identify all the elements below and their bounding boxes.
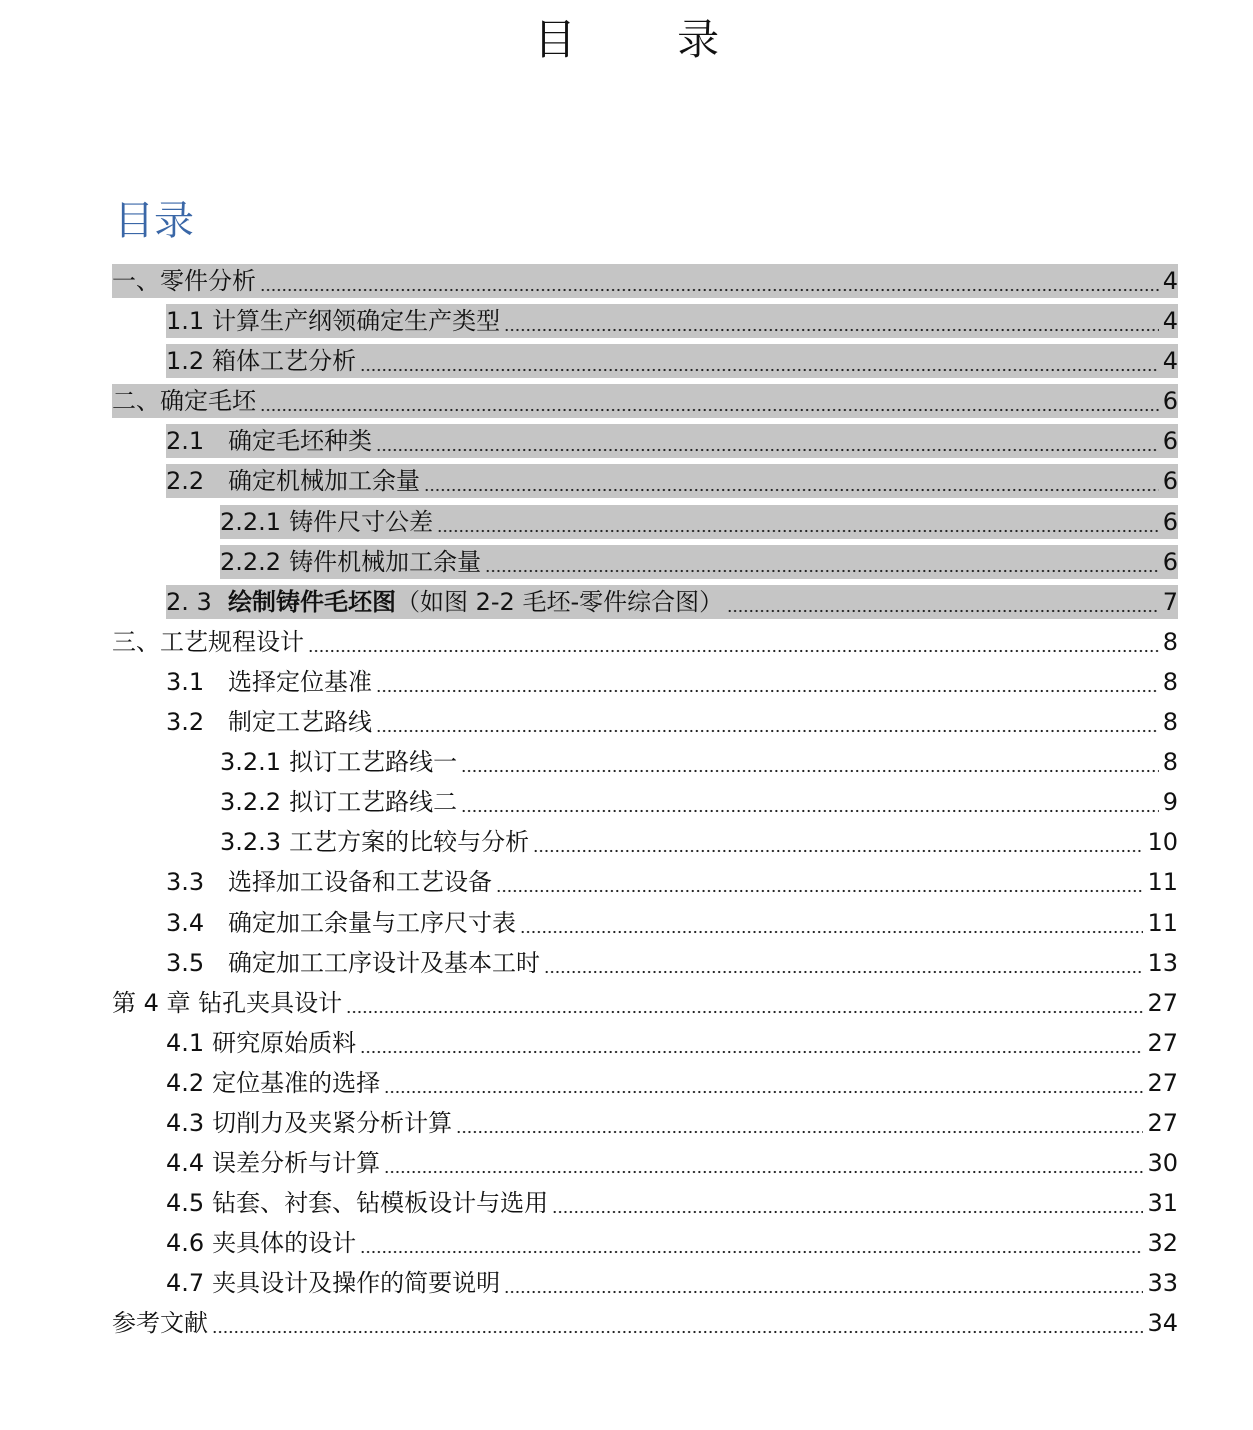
toc-entry-label: 确定毛坯种类 — [228, 427, 372, 456]
toc-entry-label: 一、零件分析 — [112, 267, 256, 295]
toc-entry-text — [220, 505, 433, 539]
toc-entry-link[interactable] — [112, 1306, 1178, 1340]
toc-entry[interactable] — [112, 823, 1178, 863]
toc-entry-text — [166, 464, 420, 498]
toc-entry-text — [166, 424, 372, 458]
toc-entry-label-bold: 绘制铸件毛坯图 — [228, 587, 396, 616]
dot-leader — [212, 1306, 1143, 1340]
toc-entry[interactable] — [112, 583, 1178, 623]
dot-leader — [456, 1106, 1143, 1140]
toc-entry-text — [166, 344, 356, 378]
toc-entry-label: 第 4 章 钻孔夹具设计 — [112, 988, 343, 1017]
toc-page-number: 8 — [1162, 627, 1178, 656]
toc-entry[interactable] — [112, 623, 1178, 663]
toc-entry[interactable] — [112, 1224, 1178, 1264]
dot-leader — [544, 946, 1143, 980]
toc-page-number: 33 — [1147, 1269, 1178, 1298]
dot-leader — [260, 384, 1159, 418]
toc-entry-number: 4.2 — [166, 1068, 205, 1097]
toc-entry-link[interactable] — [166, 1146, 1178, 1180]
toc-page-number: 31 — [1147, 1189, 1178, 1218]
toc-entry-text — [166, 1026, 356, 1060]
toc-entry-text — [166, 865, 492, 899]
toc-page-number: 4 — [1162, 307, 1178, 336]
toc-page-number: 4 — [1162, 267, 1178, 295]
toc-entry-link[interactable] — [166, 1106, 1178, 1140]
toc-entry-link[interactable] — [166, 1266, 1178, 1300]
toc-entry-link[interactable] — [166, 464, 1178, 498]
toc-page-number: 7 — [1162, 587, 1178, 616]
toc-entry-number: 1.2 — [166, 347, 205, 376]
toc-entry-link[interactable] — [166, 946, 1178, 980]
toc-entry-link[interactable] — [112, 986, 1178, 1020]
toc-page-number: 27 — [1147, 1068, 1178, 1097]
toc-entry-link[interactable] — [112, 264, 1178, 298]
toc-page-number: 6 — [1162, 547, 1178, 576]
toc-entry-number: 3.2 — [166, 708, 205, 737]
toc-entry[interactable] — [112, 1024, 1178, 1064]
dot-leader — [376, 665, 1159, 699]
toc-entry[interactable] — [112, 342, 1178, 382]
toc-entry-text — [166, 705, 372, 739]
toc-entry-label: 钻套、衬套、钻模板设计与选用 — [212, 1189, 549, 1218]
toc-entry-number: 4.3 — [166, 1108, 205, 1137]
toc-entry-label: 拟订工艺路线一 — [289, 748, 458, 777]
toc-page-number: 27 — [1147, 1108, 1178, 1137]
toc-entry-label: 确定加工余量与工序尺寸表 — [228, 908, 516, 937]
toc-entry-link[interactable] — [166, 304, 1178, 338]
toc-entry-text — [112, 384, 256, 418]
toc-entry[interactable] — [112, 462, 1178, 502]
toc-entry-text — [112, 986, 342, 1020]
toc-entry-text — [166, 1266, 500, 1300]
toc-entry[interactable] — [112, 422, 1178, 462]
dot-leader — [360, 1226, 1143, 1260]
toc-entry-number: 3.2.2 — [220, 788, 282, 817]
toc-entry-text — [166, 665, 372, 699]
toc-entry-number: 2.1 — [166, 427, 205, 456]
toc-entry-number: 4.6 — [166, 1229, 205, 1258]
page-title: 目 录 — [533, 15, 764, 64]
toc-entry-text — [220, 785, 457, 819]
toc-entry-link[interactable] — [166, 705, 1178, 739]
toc-entry-text — [166, 1106, 452, 1140]
toc-entry[interactable] — [112, 1184, 1178, 1224]
toc-entry-link[interactable] — [166, 1026, 1178, 1060]
toc-entry-number: 4.4 — [166, 1149, 205, 1178]
dot-leader — [260, 264, 1159, 298]
toc-entry[interactable] — [112, 863, 1178, 903]
toc-entry-label: 拟订工艺路线二 — [289, 788, 458, 817]
toc-entry-label: 工艺方案的比较与分析 — [289, 828, 530, 857]
toc-page-number: 8 — [1162, 667, 1178, 696]
toc-entry-link[interactable] — [112, 384, 1178, 418]
toc-page-number: 30 — [1147, 1149, 1178, 1178]
toc-entry-link[interactable] — [166, 906, 1178, 940]
toc-entry-text — [166, 304, 500, 338]
toc-entry[interactable] — [112, 503, 1178, 543]
toc-entry[interactable] — [112, 543, 1178, 583]
toc-entry[interactable] — [112, 1264, 1178, 1304]
toc-page-number: 6 — [1162, 427, 1178, 456]
toc-entry[interactable] — [112, 904, 1178, 944]
toc-page-number: 6 — [1162, 467, 1178, 496]
toc-entry-label: 确定机械加工余量 — [228, 467, 420, 496]
toc-entry-link[interactable] — [166, 865, 1178, 899]
toc-entry-number: 3.3 — [166, 868, 205, 897]
toc-entry-label: 选择定位基准 — [228, 667, 372, 696]
dot-leader — [727, 585, 1159, 619]
toc-entry[interactable] — [112, 302, 1178, 342]
dot-leader — [376, 705, 1159, 739]
toc-page-number: 32 — [1147, 1229, 1178, 1258]
toc-entry[interactable] — [112, 1104, 1178, 1144]
toc-page-number: 27 — [1147, 988, 1178, 1017]
dot-leader — [384, 1146, 1143, 1180]
toc-entry-label: 选择加工设备和工艺设备 — [228, 868, 492, 897]
toc-entry-number: 1.1 — [166, 307, 205, 336]
toc-entry-label — [228, 585, 396, 619]
toc-entry-number: 2.2 — [166, 467, 205, 496]
toc-entry-link[interactable] — [220, 505, 1178, 539]
dot-leader — [461, 745, 1159, 779]
toc-entry-link[interactable] — [166, 424, 1178, 458]
toc-entry-text — [166, 1066, 380, 1100]
toc-page-number: 6 — [1162, 507, 1178, 536]
table-of-contents — [112, 262, 1178, 1345]
toc-entry-number: 4.7 — [166, 1269, 205, 1298]
toc-entry-label: 三、工艺规程设计 — [112, 627, 304, 656]
toc-entry[interactable] — [112, 1304, 1178, 1344]
toc-entry-link[interactable] — [166, 344, 1178, 378]
toc-entry-label: 制定工艺路线 — [228, 708, 372, 737]
toc-entry-label: 铸件尺寸公差 — [289, 507, 434, 536]
dot-leader — [504, 304, 1159, 338]
toc-page-number: 4 — [1162, 347, 1178, 376]
toc-entry-text — [166, 1226, 356, 1260]
toc-page-number: 8 — [1162, 748, 1178, 777]
toc-page-number: 11 — [1147, 868, 1178, 897]
toc-entry-text — [220, 545, 481, 579]
toc-entry[interactable] — [112, 783, 1178, 823]
toc-page-number: 11 — [1147, 908, 1178, 937]
toc-entry[interactable] — [112, 262, 1178, 302]
dot-leader — [376, 424, 1159, 458]
toc-entry-text — [112, 1306, 208, 1340]
toc-entry[interactable] — [112, 663, 1178, 703]
toc-page-number: 6 — [1162, 387, 1178, 416]
toc-heading: 目录 — [114, 198, 194, 244]
toc-page-number: 13 — [1147, 948, 1178, 977]
toc-entry-text — [166, 1146, 380, 1180]
toc-entry-label: 切削力及夹紧分析计算 — [212, 1108, 453, 1137]
toc-entry-text — [166, 585, 723, 619]
dot-leader — [461, 785, 1159, 819]
toc-page-number: 9 — [1162, 788, 1178, 817]
toc-entry-link[interactable] — [220, 785, 1178, 819]
toc-entry-label: 误差分析与计算 — [212, 1149, 381, 1178]
dot-leader — [533, 825, 1143, 859]
toc-entry-label: 参考文献 — [112, 1309, 208, 1338]
toc-entry[interactable] — [112, 1144, 1178, 1184]
toc-entry-caption: （如图 2-2 毛坯-零件综合图） — [396, 587, 724, 616]
toc-entry-label: 夹具设计及操作的简要说明 — [212, 1269, 501, 1298]
toc-page-number: 10 — [1147, 828, 1178, 857]
dot-leader — [346, 986, 1143, 1020]
toc-entry-label: 二、确定毛坯 — [112, 387, 256, 416]
toc-entry-link[interactable] — [166, 585, 1178, 619]
toc-entry[interactable] — [112, 703, 1178, 743]
toc-entry-label: 研究原始质料 — [212, 1028, 357, 1057]
dot-leader — [384, 1066, 1143, 1100]
toc-page-number: 27 — [1147, 1028, 1178, 1057]
toc-entry-number: 3.4 — [166, 908, 205, 937]
toc-entry-text — [220, 825, 529, 859]
toc-page-number: 34 — [1147, 1309, 1178, 1338]
toc-entry[interactable] — [112, 743, 1178, 783]
toc-entry-link[interactable] — [166, 1226, 1178, 1260]
toc-entry-label: 计算生产纲领确定生产类型 — [212, 307, 501, 336]
toc-entry-label: 铸件机械加工余量 — [289, 547, 482, 576]
toc-entry-number: 3.2.1 — [220, 748, 282, 777]
toc-entry-text — [166, 1186, 548, 1220]
dot-leader — [360, 1026, 1143, 1060]
toc-entry-number: 2.2.2 — [220, 547, 282, 576]
toc-entry-label: 确定加工工序设计及基本工时 — [228, 948, 540, 977]
toc-entry-text — [112, 264, 256, 298]
toc-entry-number: 4.5 — [166, 1189, 205, 1218]
dot-leader — [496, 865, 1143, 899]
toc-entry[interactable] — [112, 944, 1178, 984]
toc-entry-number: 2.2.1 — [220, 507, 282, 536]
toc-entry-link[interactable] — [166, 665, 1178, 699]
dot-leader — [437, 505, 1159, 539]
toc-entry-number: 3.1 — [166, 667, 205, 696]
toc-entry-text — [112, 625, 304, 659]
dot-leader — [308, 625, 1159, 659]
toc-entry-number: 4.1 — [166, 1028, 205, 1057]
toc-entry-label: 箱体工艺分析 — [212, 347, 357, 376]
toc-entry-label: 夹具体的设计 — [212, 1229, 357, 1258]
toc-entry[interactable] — [112, 1064, 1178, 1104]
dot-leader — [504, 1266, 1143, 1300]
dot-leader — [552, 1186, 1143, 1220]
toc-entry[interactable] — [112, 984, 1178, 1024]
toc-entry-link[interactable] — [166, 1066, 1178, 1100]
toc-entry-label: 定位基准的选择 — [212, 1068, 381, 1097]
toc-entry[interactable] — [112, 382, 1178, 422]
dot-leader — [360, 344, 1159, 378]
dot-leader — [424, 464, 1159, 498]
toc-page-number: 8 — [1162, 708, 1178, 737]
dot-leader — [485, 545, 1159, 579]
dot-leader — [520, 906, 1143, 940]
toc-entry-number: 2. 3 — [166, 587, 212, 616]
toc-entry-link[interactable] — [220, 545, 1178, 579]
toc-entry-number: 3.5 — [166, 948, 205, 977]
toc-entry-number: 3.2.3 — [220, 828, 282, 857]
toc-entry-link[interactable] — [166, 1186, 1178, 1220]
toc-entry-text — [166, 946, 540, 980]
toc-entry-link[interactable] — [112, 625, 1178, 659]
toc-entry-text — [166, 906, 516, 940]
toc-entry-link[interactable] — [220, 745, 1178, 779]
toc-entry-link[interactable] — [220, 825, 1178, 859]
toc-entry-text — [220, 745, 457, 779]
